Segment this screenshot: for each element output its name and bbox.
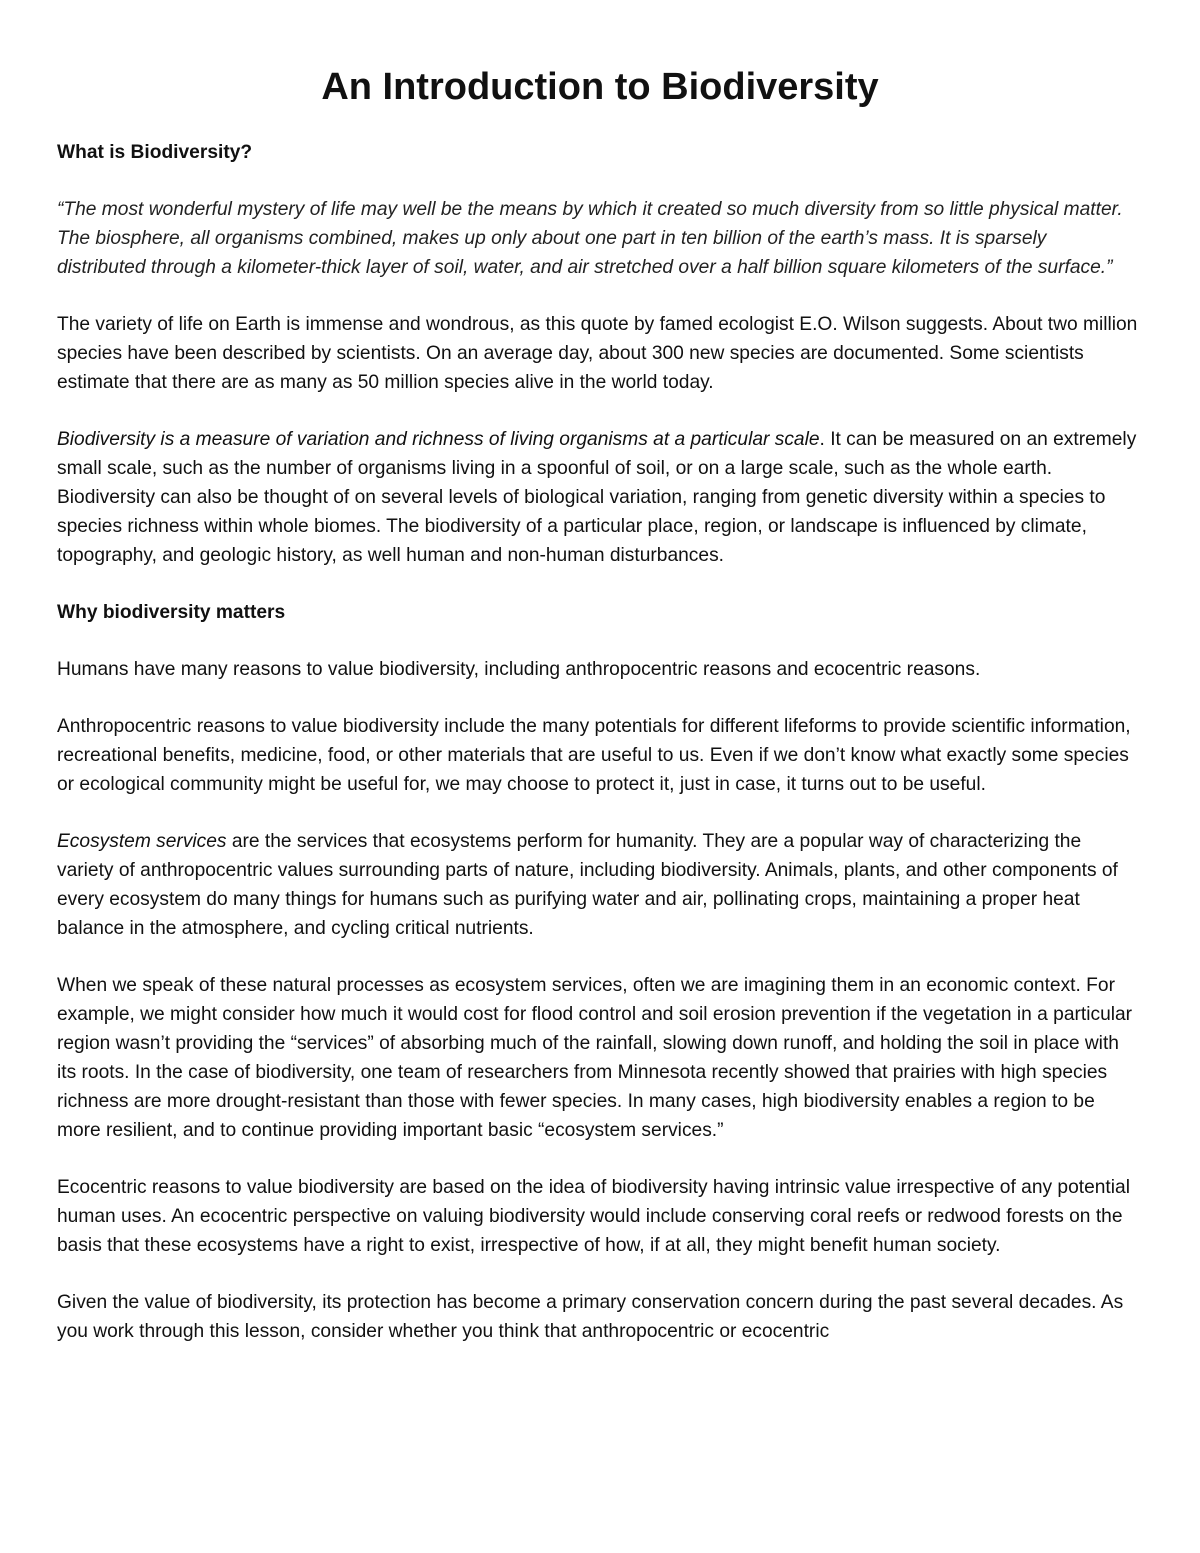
page-title: An Introduction to Biodiversity [321, 66, 879, 108]
section-heading-why-biodiversity-matters: Why biodiversity matters [57, 602, 286, 623]
paragraph-ecocentric-reasons: Ecocentric reasons to value biodiversity are based on the idea of biodiversity having intrinsic value irrespective of any potential human uses. An ecocentric perspective on valuing biodiversity would include conserving coral reefs or redwood forests on the basis that these ecosystems have a right to exist, irrespective of how, if at all, they might benefit human society. [57, 1177, 1130, 1256]
biodiversity-definition-text: . It can be measured on an extremely small scale, such as the number of organisms living in a spoonful of soil, or on a large scale, such as the whole earth. Biodiversity can also be thought of on several levels of biological variation, ranging from genetic diversity within a species to species richness within whole biomes. The biodiversity of a particular place, region, or landscape is influenced by climate, topography, and geologic history, as well human and non-human disturbances. [57, 429, 1137, 566]
paragraph-economic-context: When we speak of these natural processes as ecosystem services, often we are imagining them in an economic context. For example, we might consider how much it would cost for flood control and soil erosion prevention if the vegetation in a particular region wasn’t providing the “services” of absorbing much of the rainfall, slowing down runoff, and holding the soil in place with its roots. In the case of biodiversity, one team of researchers from Minnesota recently showed that prairies with high species richness are more drought-resistant than those with fewer species. In many cases, high biodiversity enables a region to be more resilient, and to continue providing important basic “ecosystem services.” [57, 975, 1133, 1141]
paragraph-ecosystem-services [57, 827, 1139, 943]
document-body [57, 138, 1139, 1374]
paragraph-conservation-concern: Given the value of biodiversity, its protection has become a primary conservation concern during the past several decades. As you work through this lesson, consider whether you think that anthropocentric or ecocentric [57, 1292, 1124, 1342]
paragraph-anthropocentric-reasons: Anthropocentric reasons to value biodiversity include the many potentials for different lifeforms to provide scientific information, recreational benefits, medicine, food, or other materials that are useful to us. Even if we don’t know what exactly some species or ecological community might be useful for, we may choose to protect it, just in case, it turns out to be useful. [57, 716, 1131, 795]
paragraph-biodiversity-definition [57, 425, 1139, 570]
ecosystem-services-emphasis: Ecosystem services [57, 831, 227, 852]
biodiversity-definition-emphasis: Biodiversity is a measure of variation and richness of living organisms at a particular scale [57, 429, 820, 450]
ecosystem-services-text: are the services that ecosystems perform for humanity. They are a popular way of characterizing the variety of anthropocentric values surrounding parts of nature, including biodiversity. Animals, plants, and other components of every ecosystem do many things for humans such as purifying water and air, pollinating crops, maintaining a proper heat balance in the atmosphere, and cycling critical nutrients. [57, 831, 1118, 939]
section-heading-what-is-biodiversity: What is Biodiversity? [57, 142, 253, 163]
paragraph-reasons-to-value: Humans have many reasons to value biodiversity, including anthropocentric reasons and ecocentric reasons. [57, 659, 981, 680]
paragraph-variety-of-life: The variety of life on Earth is immense and wondrous, as this quote by famed ecologist E.O. Wilson suggests. About two million species have been described by scientists. On an average day, about 300 new species are documented. Some scientists estimate that there are as many as 50 million species alive in the world today. [57, 314, 1138, 393]
wilson-quote: “The most wonderful mystery of life may well be the means by which it created so much diversity from so little physical matter. The biosphere, all organisms combined, makes up only about one part in ten billion of the earth’s mass. It is sparsely distributed through a kilometer-thick layer of soil, water, and air stretched over a half billion square kilometers of the surface.” [57, 199, 1123, 278]
